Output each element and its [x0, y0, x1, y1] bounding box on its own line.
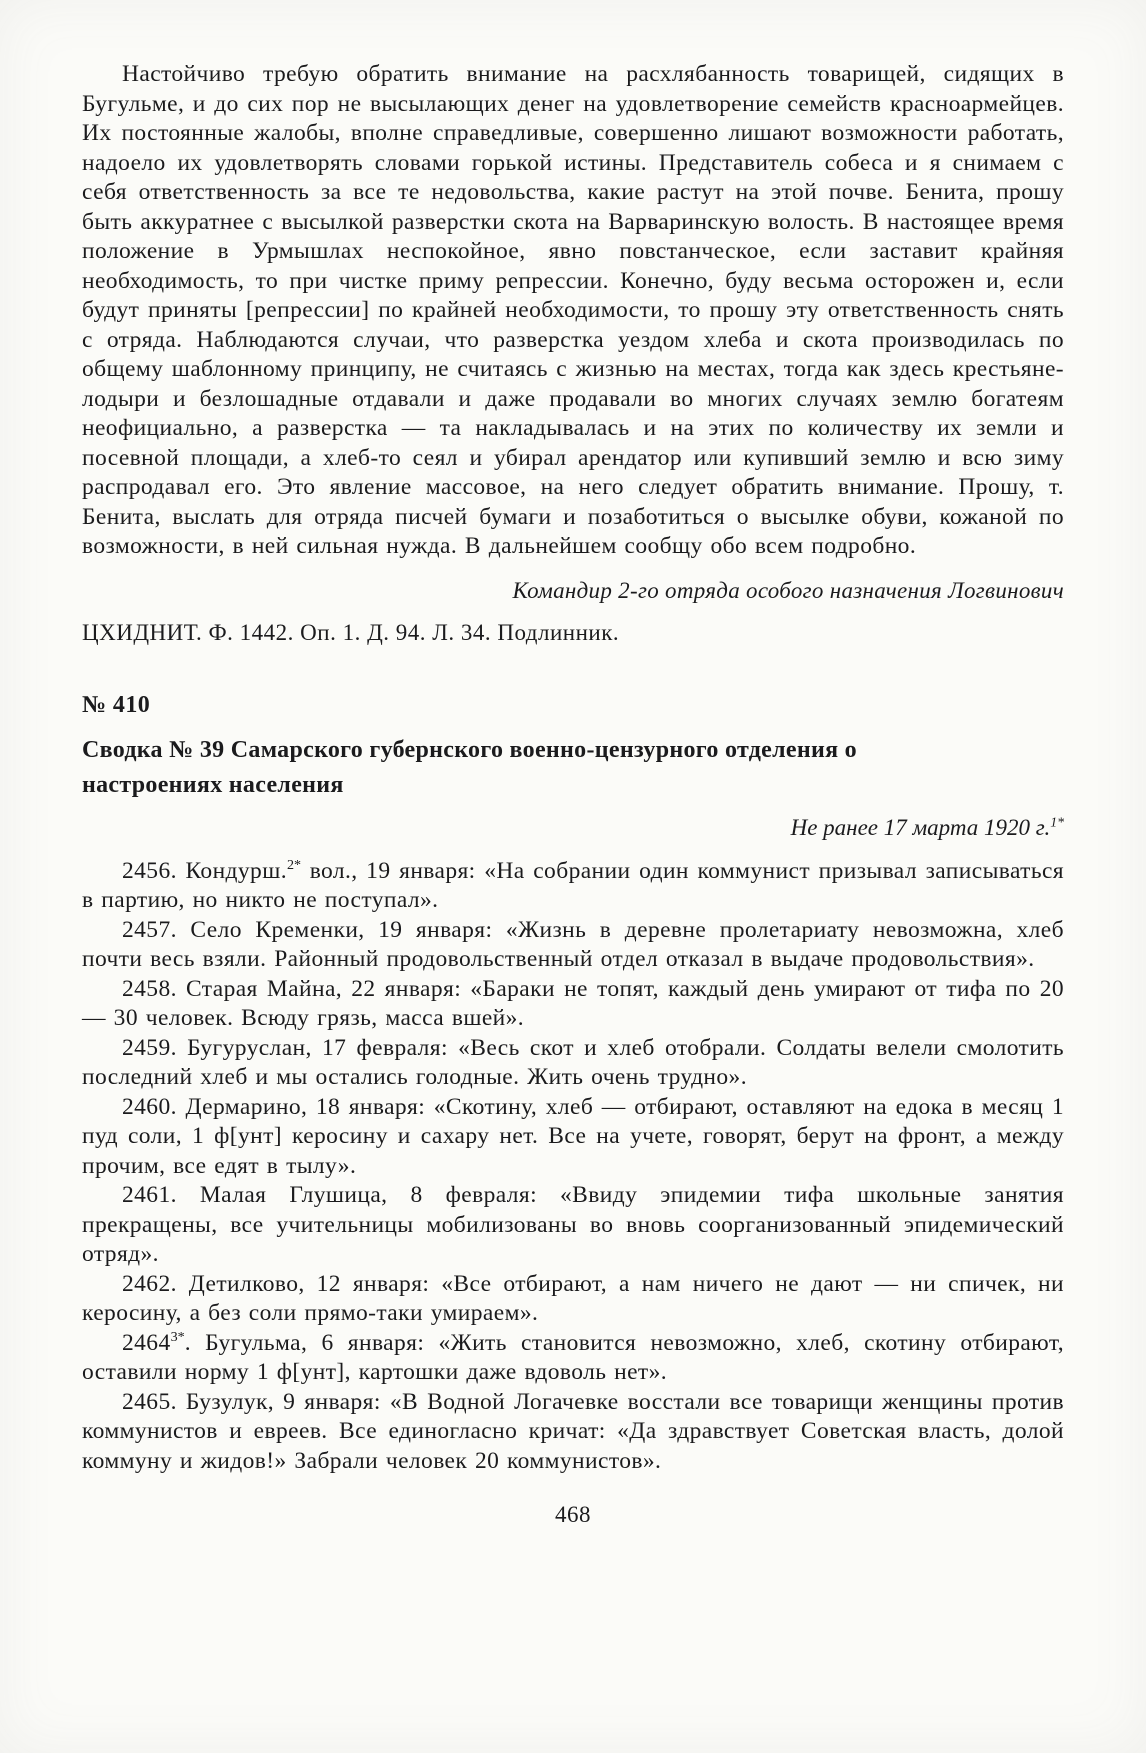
entry-list	[82, 857, 1064, 1477]
document-number: № 410	[82, 691, 151, 718]
archive-reference: ЦХИДНИТ. Ф. 1442. Оп. 1. Д. 94. Л. 34. Подлинник.	[82, 619, 620, 645]
page-number: 468	[555, 1502, 591, 1527]
svodka-entry: 2456. Кондурш.$^{2*}$ вол., 19 января: «На собрании один коммунист призывал записываться в партию, но никто не поступал».	[82, 856, 1064, 913]
svodka-entry: 2458. Старая Майна, 22 января: «Бараки не топят, каждый день умирают от тифа по 20 — 30 человек. Всюду грязь, масса вшей».	[82, 975, 1064, 1031]
svodka-entry: 2459. Бугуруслан, 17 февраля: «Весь скот и хлеб отобрали. Солдаты велели смолотить последний хлеб и мы остались голодные. Жить очень трудно».	[82, 1034, 1064, 1090]
document-title: Сводка № 39 Самарского губернского военно-цензурного отделения о настроениях населения	[82, 736, 857, 798]
svodka-entry: 2465. Бузулук, 9 января: «В Водной Логачевке восстали все товарищи женщины против коммунистов и евреев. Все единогласно кричат: «Да здравствует Советская власть, долой коммуну и жидов!» Забрали человек 20 коммунистов».	[82, 1388, 1064, 1474]
document-dateline: Не ранее 17 марта 1920 г.$^{1*}$	[790, 813, 1064, 840]
svodka-entry: 2461. Малая Глушица, 8 февраля: «Ввиду эпидемии тифа школьные занятия прекращены, все учительницы мобилизованы во вновь соорганизованный эпидемический отряд».	[82, 1182, 1064, 1267]
footnote-marker: 1*	[1050, 813, 1064, 829]
report-signature: Командир 2-го отряда особого назначения Логвинович	[512, 577, 1064, 603]
footnote-marker: 3*	[170, 1328, 185, 1345]
footnote-marker: 2*	[286, 856, 302, 873]
svodka-entry: $2464^{3*}$. Бугульма, 6 января: «Жить становится невозможно, хлеб, скотину отбирают, оставили норму 1 ф[унт], картошки даже вдоволь нет».	[82, 1328, 1064, 1385]
svodka-entry: 2462. Детилково, 12 января: «Все отбирают, а нам ничего не дают — ни спичек, ни керосину, а без соли прямо-таки умираем».	[82, 1270, 1064, 1326]
svodka-entry: 2460. Дермарино, 18 января: «Скотину, хлеб — отбирают, оставляют на едока в месяц 1 пуд соли, 1 ф[унт] керосину и сахару нет. Все на учете, говорят, берут на фронт, а между прочим, все едят в тылу».	[82, 1093, 1064, 1179]
svodka-entry: 2457. Село Кременки, 19 января: «Жизнь в деревне пролетариату невозможна, хлеб почти весь взяли. Районный продовольственный отдел отказал в выдаче продовольствия».	[82, 916, 1064, 972]
continued-report-body: Настойчиво требую обратить внимание на расхлябанность товарищей, сидящих в Бугульме, и до сих пор не высылающих денег на удовлетворение семейств красноармейцев. Их постоянные жалобы, вполне справедливые, совершенно лишают возможности работать, надоело их удовлетворять словами горькой истины. Представитель собеса и я снимаем с себя ответственность за все те недовольства, какие растут на этой почве. Бенита, прошу быть аккуратнее с высылкой разверстки скота на Варваринскую волость. В настоящее время положение в Урмышлах неспокойное, явно повстанческое, если заставит крайняя необходимость, то при чистке приму репрессии. Конечно, буду весьма осторожен и, если будут приняты [репрессии] по крайней необходимости, то прошу эту ответственность снять с отряда. Наблюдаются случаи, что разверстка уездом хлеба и скота производилась по общему шаблонному принципу, не считаясь с жизнью на местах, тогда как здесь крестьяне-лодыри и безлошадные отдавали и даже продавали во многих случаях землю богатеям неофициально, а разверстка — та накладывалась и на этих по количеству их земли и посевной площади, а хлеб-то сеял и убирал арендатор или купивший землю и всю зиму распродавал его. Это явление массовое, на него следует обратить внимание. Прошу, т. Бенита, выслать для отряда писчей бумаги и позаботиться о высылке обуви, кожаной по возможности, в ней сильная нужда. В дальнейшем сообщу обо всем подробно.	[82, 61, 1064, 559]
